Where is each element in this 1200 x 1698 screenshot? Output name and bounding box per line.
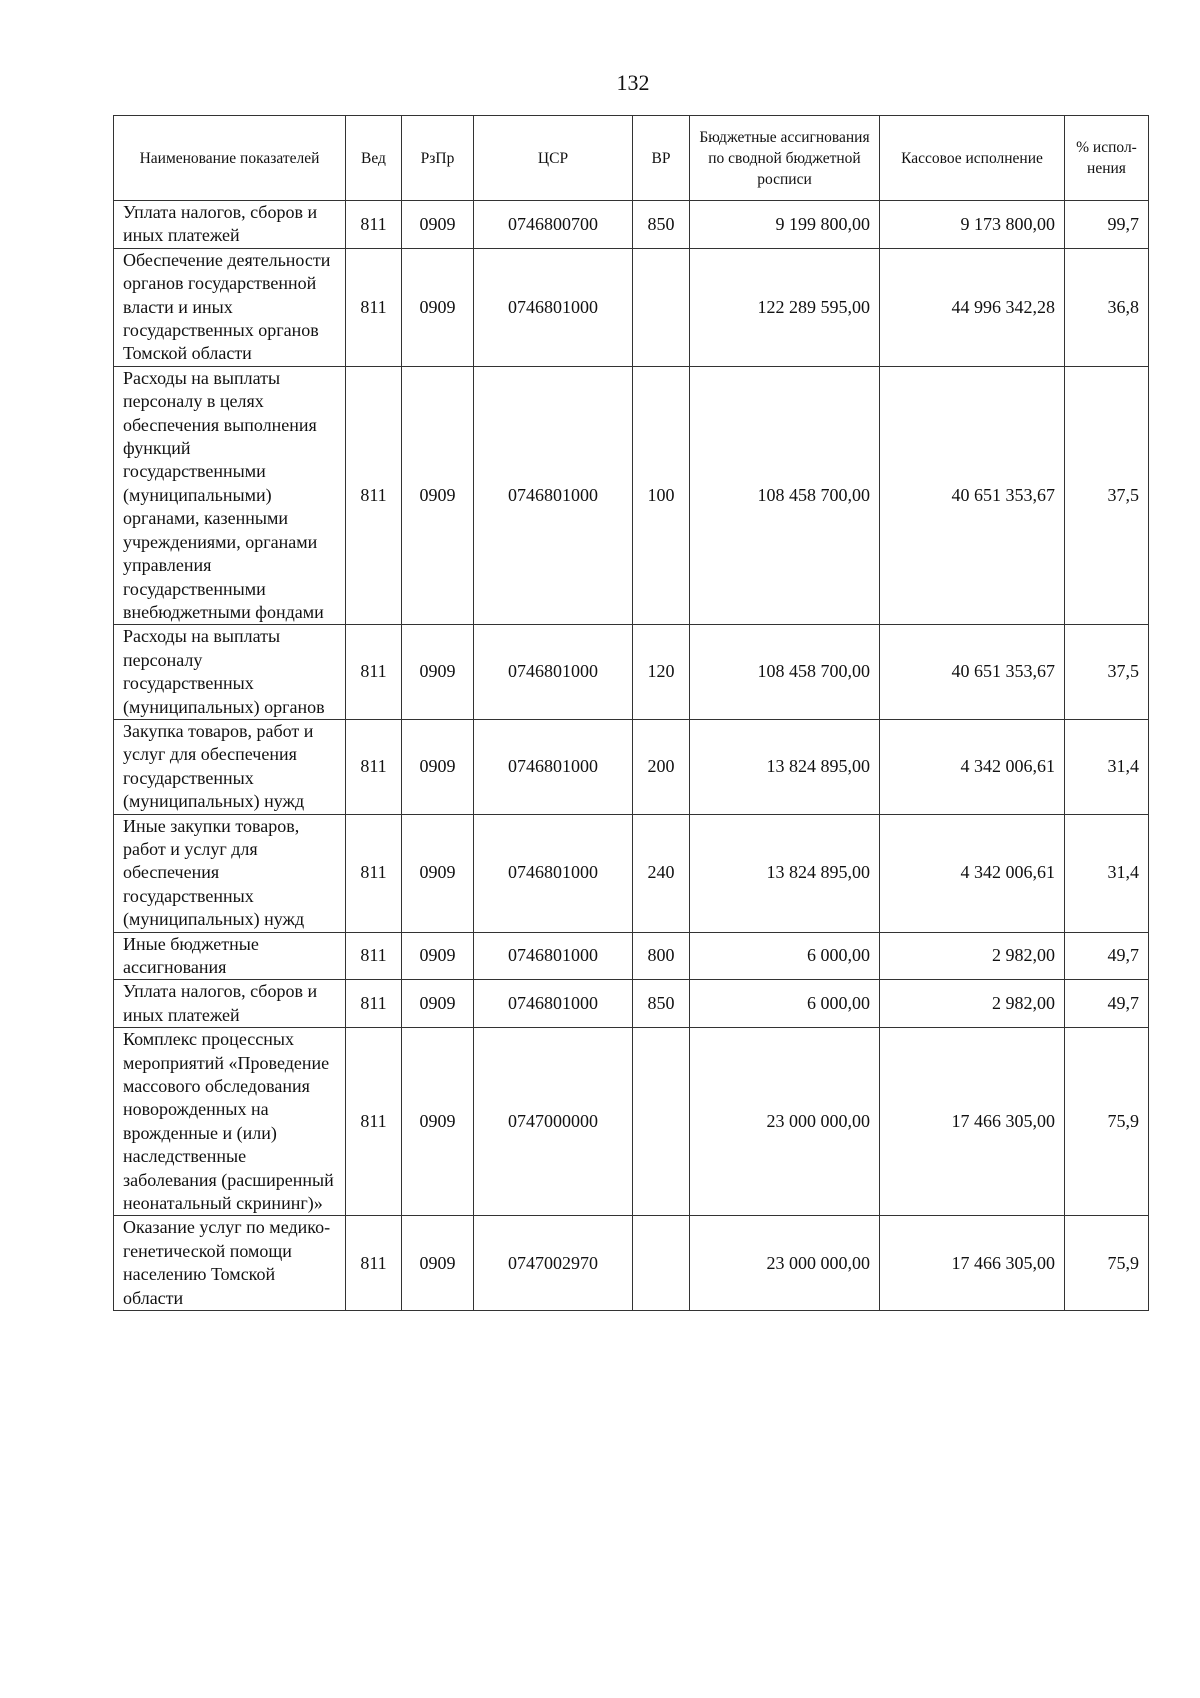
cell-csr: 0746801000 [474,366,633,624]
cell-vr: 200 [633,719,690,814]
cell-percent: 36,8 [1065,248,1149,366]
table-row [114,719,1149,814]
cell-vr: 850 [633,980,690,1028]
cell-ved: 811 [346,248,402,366]
cell-csr: 0746801000 [474,932,633,980]
cell-name: Уплата налогов, сборов и иных платежей [114,980,346,1028]
cell-vr [633,248,690,366]
cell-ved: 811 [346,980,402,1028]
cell-name: Уплата налогов, сборов и иных платежей [114,201,346,249]
cell-ved: 811 [346,719,402,814]
cell-percent: 75,9 [1065,1028,1149,1216]
cell-name: Оказание услуг по медико-генетической помощи населению Томской области [114,1216,346,1311]
cell-assigned: 13 824 895,00 [690,719,880,814]
cell-percent: 37,5 [1065,366,1149,624]
cell-assigned: 13 824 895,00 [690,814,880,932]
cell-percent: 99,7 [1065,201,1149,249]
page-number: 132 [616,70,650,95]
budget-execution-table [113,115,1149,1311]
cell-rzpr: 0909 [402,814,474,932]
cell-rzpr: 0909 [402,980,474,1028]
cell-percent: 37,5 [1065,625,1149,720]
cell-rzpr: 0909 [402,932,474,980]
table-row [114,814,1149,932]
cell-rzpr: 0909 [402,625,474,720]
cell-name: Расходы на выплаты персоналу государственных (муниципальных) органов [114,625,346,720]
cell-assigned: 6 000,00 [690,932,880,980]
table-body [114,201,1149,1311]
header-assigned: Бюджетные ассигнования по сводной бюджетной росписи [690,116,880,201]
cell-percent: 75,9 [1065,1216,1149,1311]
cell-csr: 0746801000 [474,248,633,366]
header-executed: Кассовое исполнение [880,116,1065,201]
cell-ved: 811 [346,1028,402,1216]
cell-executed: 40 651 353,67 [880,366,1065,624]
header-rzpr: РзПр [402,116,474,201]
cell-rzpr: 0909 [402,201,474,249]
cell-rzpr: 0909 [402,719,474,814]
cell-vr: 800 [633,932,690,980]
cell-executed: 9 173 800,00 [880,201,1065,249]
cell-executed: 17 466 305,00 [880,1216,1065,1311]
cell-name: Комплекс процессных мероприятий «Проведение массового обследования новорожденных на врожденные и (или) наследственные заболевания (расширенный неонатальный скрининг)» [114,1028,346,1216]
header-ved: Вед [346,116,402,201]
table-header [114,116,1149,201]
cell-csr: 0746801000 [474,719,633,814]
cell-ved: 811 [346,814,402,932]
cell-percent: 31,4 [1065,719,1149,814]
cell-assigned: 108 458 700,00 [690,625,880,720]
cell-name: Закупка товаров, работ и услуг для обеспечения государственных (муниципальных) нужд [114,719,346,814]
cell-name: Обеспечение деятельности органов государственной власти и иных государственных органов Томской области [114,248,346,366]
table-row [114,1028,1149,1216]
cell-executed: 2 982,00 [880,932,1065,980]
cell-vr: 100 [633,366,690,624]
cell-rzpr: 0909 [402,1216,474,1311]
cell-name: Расходы на выплаты персоналу в целях обеспечения выполнения функций государственными (муниципальными) органами, казенными учреждениями, органами управления государственными внебюджетными фондами [114,366,346,624]
cell-assigned: 122 289 595,00 [690,248,880,366]
cell-csr: 0746801000 [474,814,633,932]
cell-ved: 811 [346,625,402,720]
table-row [114,248,1149,366]
cell-ved: 811 [346,201,402,249]
cell-ved: 811 [346,1216,402,1311]
cell-name: Иные бюджетные ассигнования [114,932,346,980]
cell-csr: 0746801000 [474,980,633,1028]
cell-percent: 49,7 [1065,932,1149,980]
cell-executed: 17 466 305,00 [880,1028,1065,1216]
cell-vr [633,1216,690,1311]
table-row [114,980,1149,1028]
cell-vr [633,1028,690,1216]
cell-executed: 4 342 006,61 [880,814,1065,932]
cell-rzpr: 0909 [402,248,474,366]
cell-csr: 0746801000 [474,625,633,720]
cell-executed: 4 342 006,61 [880,719,1065,814]
header-vr: ВР [633,116,690,201]
cell-assigned: 23 000 000,00 [690,1216,880,1311]
cell-csr: 0747002970 [474,1216,633,1311]
cell-rzpr: 0909 [402,1028,474,1216]
table-row [114,625,1149,720]
cell-ved: 811 [346,932,402,980]
table-row [114,201,1149,249]
cell-percent: 49,7 [1065,980,1149,1028]
header-percent: % испол-нения [1065,116,1149,201]
cell-assigned: 23 000 000,00 [690,1028,880,1216]
cell-executed: 2 982,00 [880,980,1065,1028]
header-name: Наименование показателей [114,116,346,201]
cell-rzpr: 0909 [402,366,474,624]
cell-ved: 811 [346,366,402,624]
table-row [114,1216,1149,1311]
table-row [114,932,1149,980]
table-row [114,366,1149,624]
cell-percent: 31,4 [1065,814,1149,932]
cell-vr: 240 [633,814,690,932]
cell-name: Иные закупки товаров, работ и услуг для обеспечения государственных (муниципальных) нужд [114,814,346,932]
cell-csr: 0747000000 [474,1028,633,1216]
cell-csr: 0746800700 [474,201,633,249]
cell-executed: 44 996 342,28 [880,248,1065,366]
cell-vr: 120 [633,625,690,720]
cell-assigned: 6 000,00 [690,980,880,1028]
cell-assigned: 108 458 700,00 [690,366,880,624]
header-csr: ЦСР [474,116,633,201]
cell-vr: 850 [633,201,690,249]
cell-executed: 40 651 353,67 [880,625,1065,720]
cell-assigned: 9 199 800,00 [690,201,880,249]
header-row [114,116,1149,201]
